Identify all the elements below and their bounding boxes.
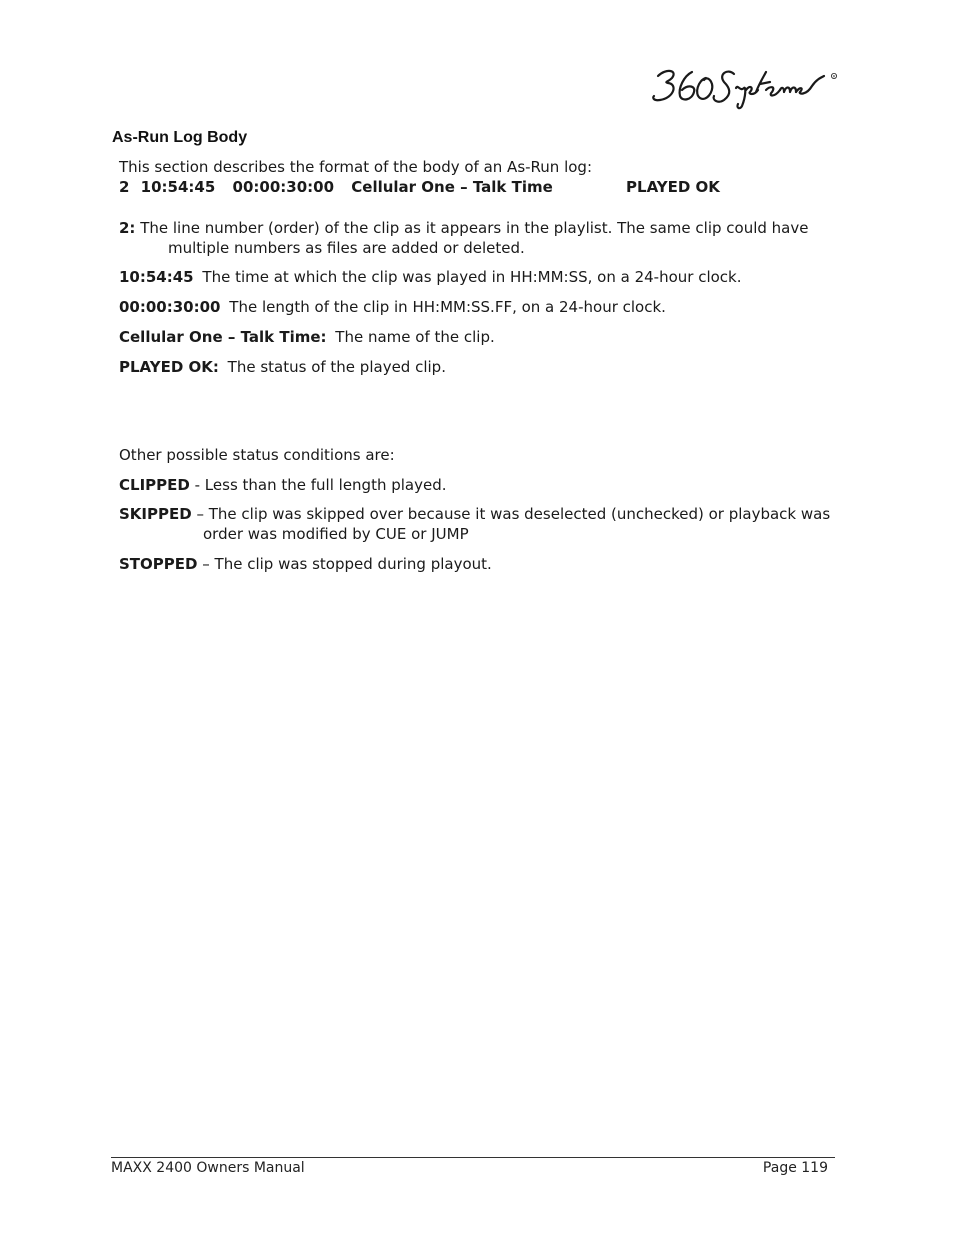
field-desc-continuation: multiple numbers as files are added or deleted. — [168, 239, 525, 257]
footer-page-number: Page 119 — [762, 1160, 828, 1176]
field-desc: The length of the clip in HH:MM:SS.FF, on a 24-hour clock. — [229, 298, 666, 316]
field-definition — [119, 357, 839, 377]
field-definition — [119, 327, 839, 347]
status-term: CLIPPED — [119, 476, 190, 494]
status-desc: – The clip was stopped during playout. — [202, 555, 492, 573]
example-time: 10:54:45 — [140, 178, 216, 196]
status-term: STOPPED — [119, 555, 198, 573]
field-desc: The status of the played clip. — [227, 358, 446, 376]
status-definition — [119, 475, 839, 495]
example-number: 2 — [119, 178, 130, 196]
example-status: PLAYED OK — [626, 178, 720, 196]
example-log-line — [119, 177, 839, 197]
field-term: PLAYED OK: — [119, 358, 219, 376]
section-title: As-Run Log Body — [112, 129, 248, 146]
status-term: SKIPPED — [119, 505, 192, 523]
field-definition — [119, 218, 839, 238]
example-length: 00:00:30:00 — [232, 178, 335, 196]
status-definition — [119, 504, 839, 524]
field-term: Cellular One – Talk Time: — [119, 328, 327, 346]
field-term: 10:54:45 — [119, 268, 194, 286]
field-desc: The line number (order) of the clip as it appears in the playlist. The same clip could have — [140, 219, 809, 237]
field-definition — [119, 297, 839, 317]
status-definition — [119, 554, 839, 574]
status-intro: Other possible status conditions are: — [119, 446, 395, 464]
field-desc: The time at which the clip was played in HH:MM:SS, on a 24-hour clock. — [202, 268, 742, 286]
status-desc: - Less than the full length played. — [194, 476, 447, 494]
status-desc: – The clip was skipped over because it was deselected (unchecked) or playback was — [196, 505, 831, 523]
intro-paragraph: This section describes the format of the body of an As-Run log: — [119, 158, 592, 176]
example-name: Cellular One – Talk Time — [351, 178, 553, 196]
field-term: 2: — [119, 219, 136, 237]
company-logo — [648, 62, 840, 112]
status-desc-continuation: order was modified by CUE or JUMP — [203, 525, 469, 543]
footer-manual-title: MAXX 2400 Owners Manual — [111, 1160, 305, 1176]
field-desc: The name of the clip. — [335, 328, 495, 346]
svg-text:R: R — [832, 73, 836, 79]
field-term: 00:00:30:00 — [119, 298, 221, 316]
field-definition — [119, 267, 839, 287]
footer-divider — [111, 1157, 835, 1158]
